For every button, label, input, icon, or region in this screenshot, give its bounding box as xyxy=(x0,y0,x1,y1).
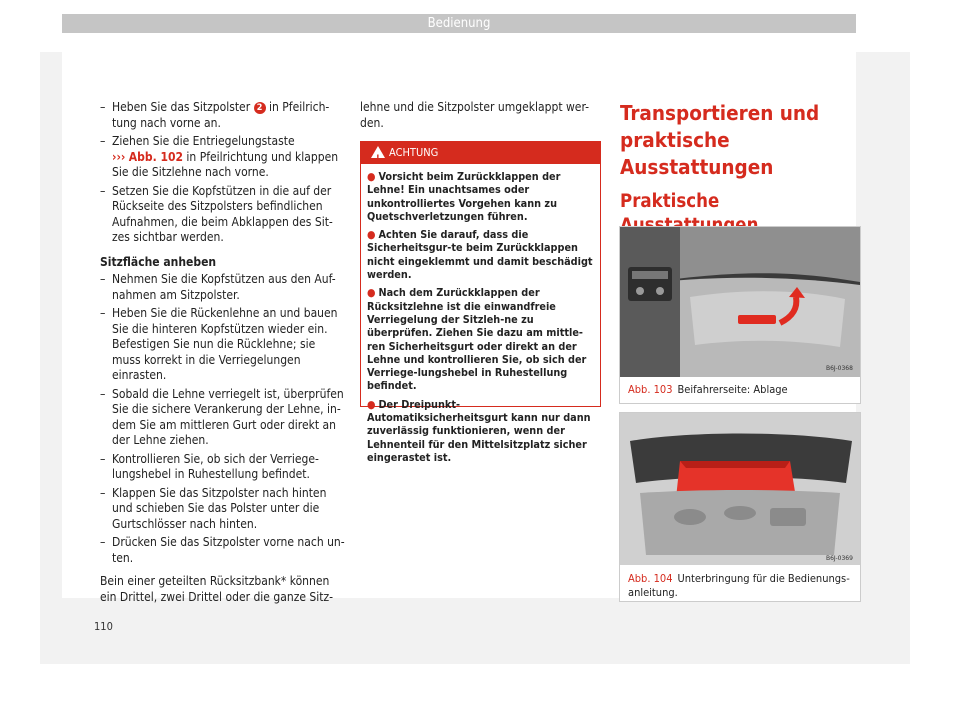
list-item: – Kontrollieren Sie, ob sich der Verriege-lungshebel in Ruhestellung befindet. xyxy=(100,451,319,481)
warning-item: ● Achten Sie darauf, dass die Sicherheitsgur-te beim Zurückklappen nicht eingeklemmt und damit beschädigt werden. xyxy=(367,228,593,282)
warning-item: ● Vorsicht beim Zurückklappen der Lehne! Ein unachtsames oder unkontrolliertes Vorgehen kann zu Quetschverletzungen führen. xyxy=(367,170,561,223)
warning-header: ! ACHTUNG xyxy=(361,142,600,164)
warning-triangle-icon: ! xyxy=(371,146,385,158)
column-left xyxy=(100,100,345,608)
paragraph: Bein einer geteilten Rücksitzbank* können ein Drittel, zwei Drittel oder die ganze Sitz- xyxy=(100,574,334,604)
column-middle xyxy=(360,100,600,134)
list-item: – Sobald die Lehne verriegelt ist, überprüfen Sie die sichere Verankerung der Lehne, in-dem Sie am mittleren Gurt oder direkt an der Lehne ziehen. xyxy=(100,386,344,447)
warning-item: ● Der Dreipunkt-Automatiksicherheitsgurt kann nur dann zuverlässig funktionieren, wenn der Lehnenteil für den Mittelsitzplatz sicher eingerastet ist. xyxy=(367,397,591,464)
figure-caption: Abb. 104 Unterbringung für die Bedienungs-anleitung. xyxy=(628,572,850,599)
figure-glovebox-overview xyxy=(619,226,861,404)
list-item: – Ziehen Sie die Entriegelungstaste ››› Abb. 102 in Pfeilrichtung und klappen Sie die Sitzlehne nach vorne. xyxy=(100,134,339,179)
svg-text:B6J-0368: B6J-0368 xyxy=(826,365,853,372)
list-item: – Nehmen Sie die Kopfstützen aus den Auf-nahmen am Sitzpolster. xyxy=(100,272,336,302)
section-title: Praktische xyxy=(620,191,720,212)
section-header: Bedienung xyxy=(62,14,856,33)
list-item: – Drücken Sie das Sitzpolster vorne nach un-ten. xyxy=(100,535,345,565)
glovebox-handle-highlight xyxy=(738,315,776,324)
subheading: Sitzfläche anheben xyxy=(100,254,217,269)
glovebox-image xyxy=(620,413,860,565)
figure-glovebox-open xyxy=(619,412,861,602)
warning-item: ● Nach dem Zurückklappen der Rücksitzlehne ist die einwandfreie Verriegelung der Sitzleh-ne zu überprüfen. Ziehen Sie dazu am mittle-ren Sicherheitsgurt oder direkt an der Lehne und kontrollieren Sie, ob sich der Verriege-lungshebel in Ruhestellung befindet. xyxy=(367,286,587,393)
arrow-icon: ››› xyxy=(112,149,126,164)
chapter-title: Transportieren und praktische Ausstattungen xyxy=(620,101,820,179)
list-item: – Heben Sie die Rückenlehne an und bauen Sie die hinteren Kopfstützen wieder ein. Befestigen Sie nun die Rücklehne; sie muss korrekt in die Verriegelungen einrasten. xyxy=(100,306,338,382)
list-item: – Setzen Sie die Kopfstützen in die auf der Rückseite des Sitzpolsters befindlichen Aufnahmen, die beim Abklappen des Sit-zes sichtbar werden. xyxy=(100,183,333,244)
svg-text:B6J-0369: B6J-0369 xyxy=(826,555,853,562)
figure-link[interactable]: Abb. 102 xyxy=(128,149,183,164)
list-item: – Heben Sie das Sitzpolster 2 in Pfeilrich- tung nach vorne an. xyxy=(100,100,330,130)
reference-number-badge: 2 xyxy=(254,102,266,114)
warning-box xyxy=(360,141,601,464)
figure-caption: Abb. 103 Beifahrerseite: Ablage xyxy=(628,383,788,396)
list-item: – Klappen Sie das Sitzpolster nach hinten und schieben Sie das Polster unter die Gurtschlösser nach hinten. xyxy=(100,485,327,531)
dashboard-image xyxy=(620,227,860,377)
page-number: 110 xyxy=(94,620,113,633)
paragraph: lehne und die Sitzpolster umgeklappt wer-den. xyxy=(360,100,590,130)
